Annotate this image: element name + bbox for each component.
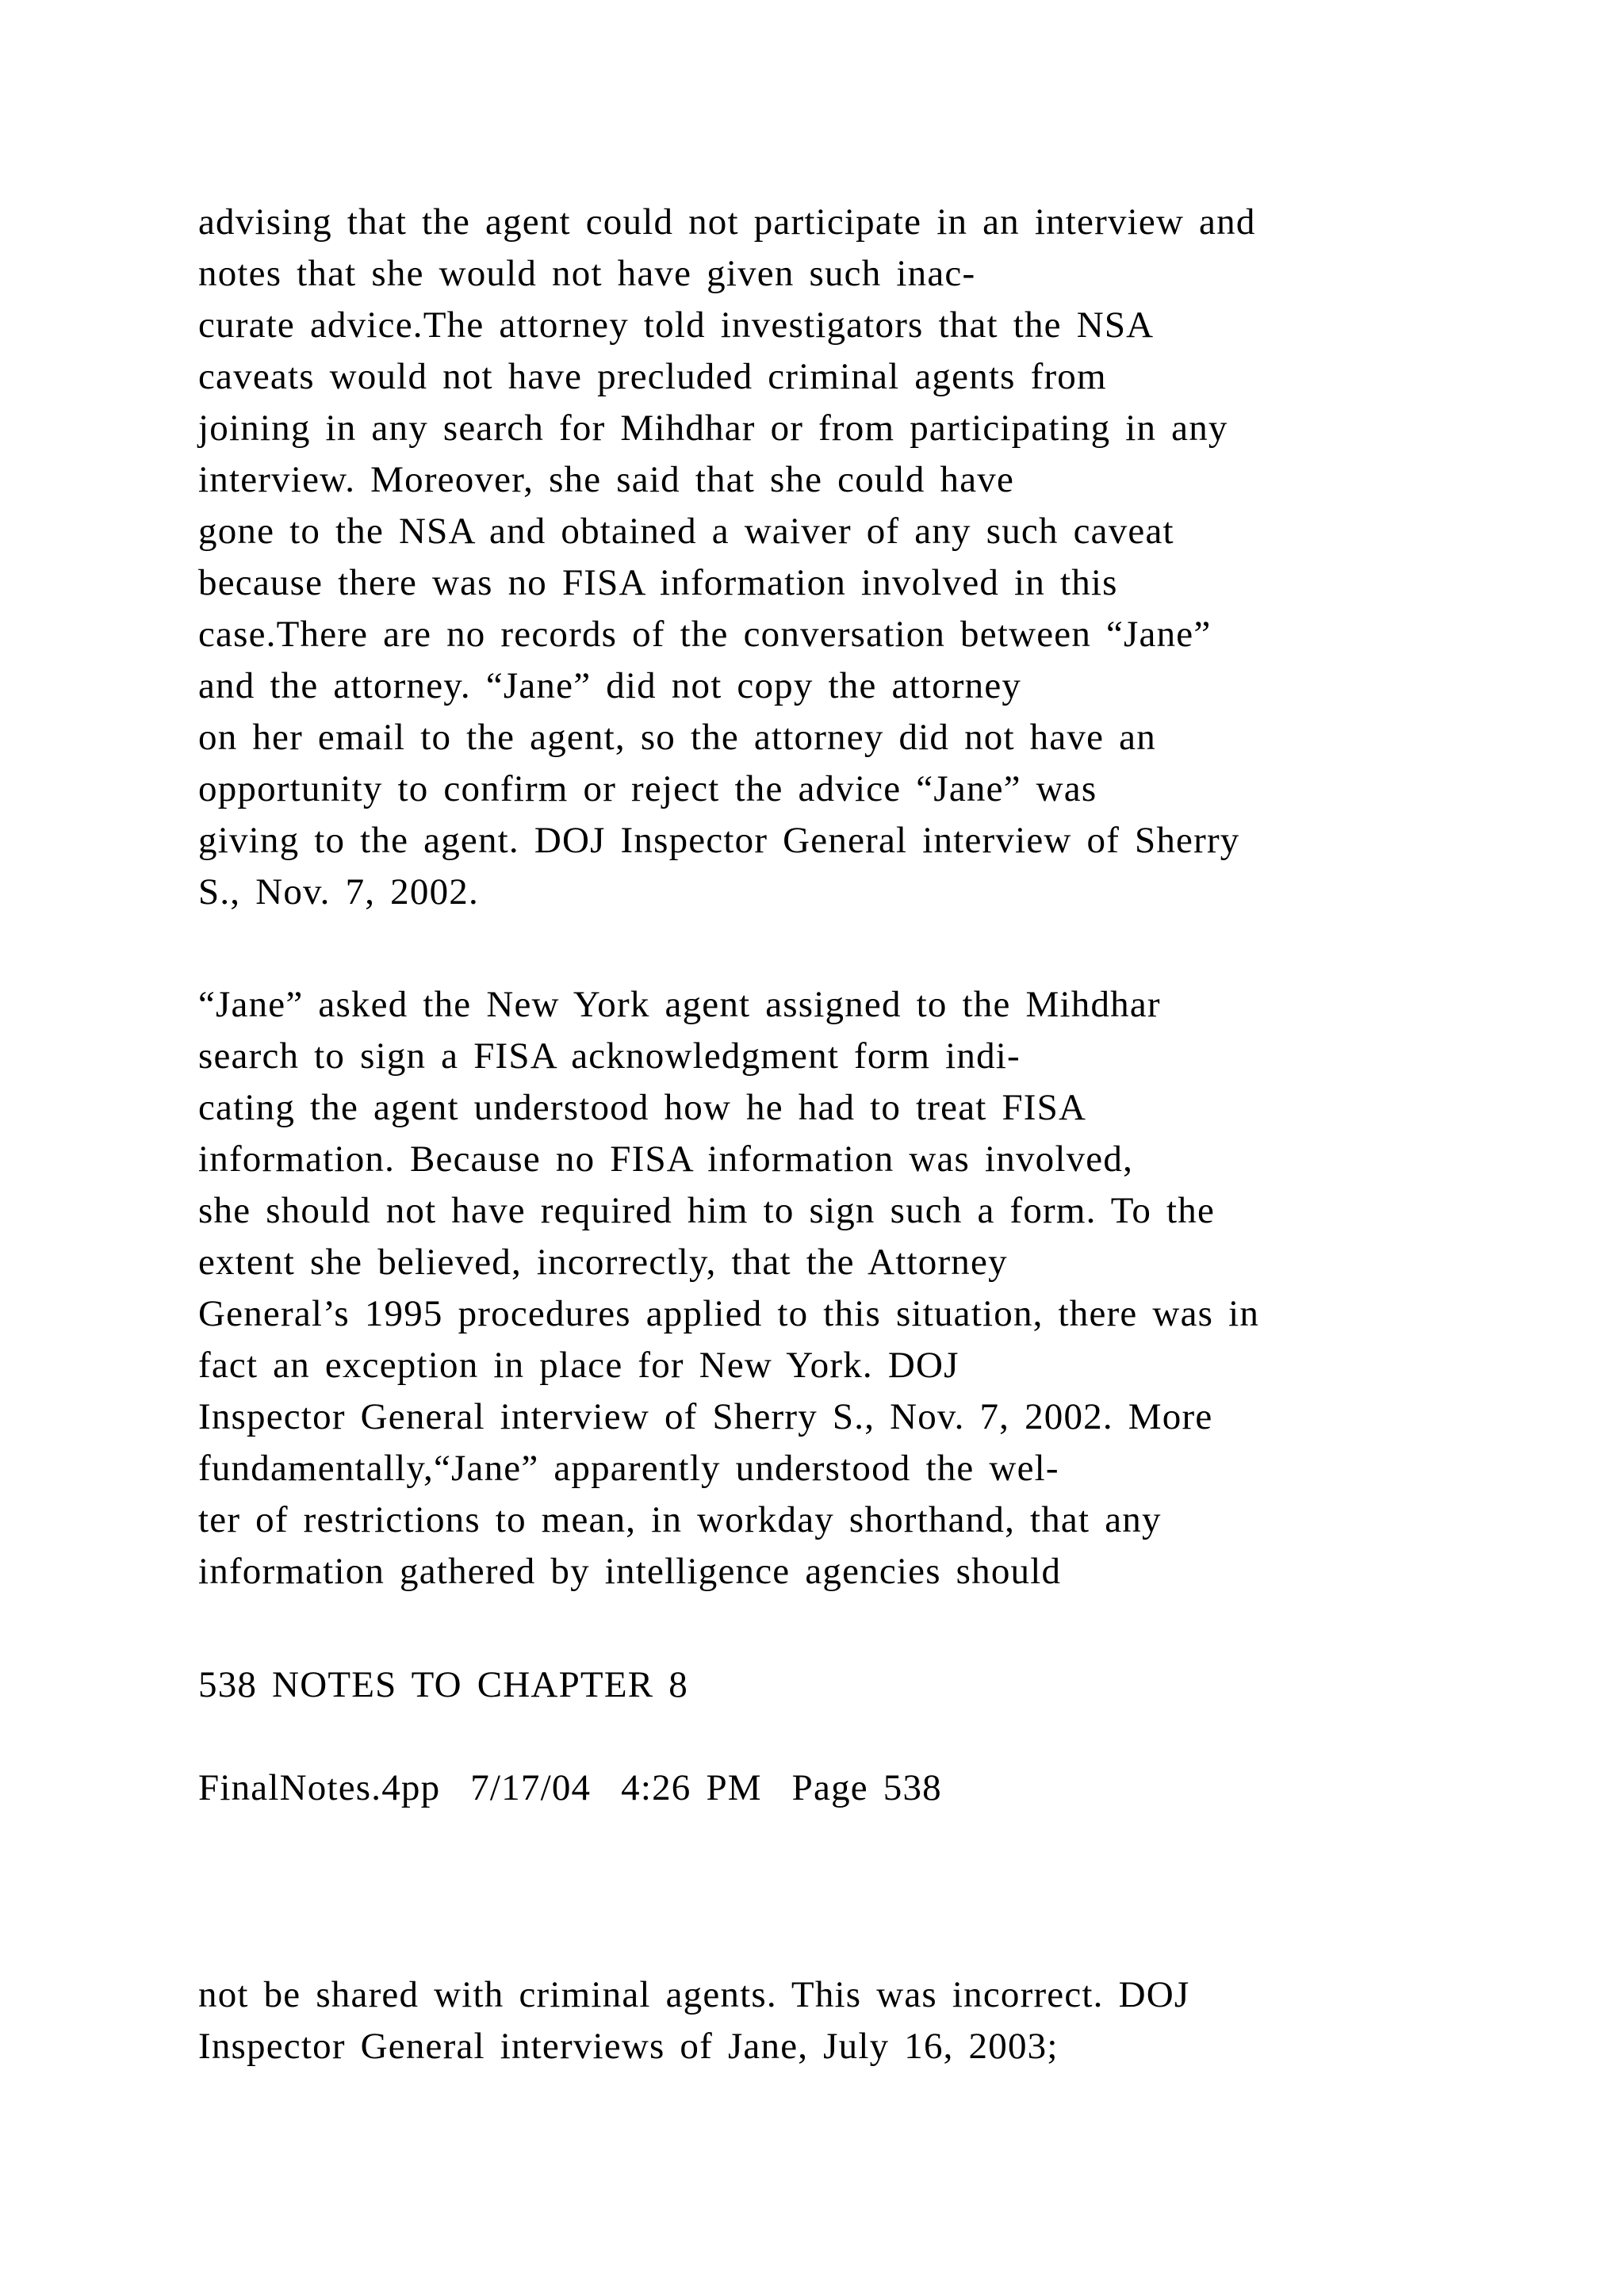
text-line: on her email to the agent, so the attorney did not have an <box>198 717 1156 758</box>
text-line: and the attorney. “Jane” did not copy the attorney <box>198 665 1022 706</box>
page-footer-label <box>198 1659 1562 1711</box>
file-stamp <box>198 1762 1562 1814</box>
text-line: joining in any search for Mihdhar or from participating in any <box>198 408 1228 449</box>
text-line: gone to the NSA and obtained a waiver of any such caveat <box>198 511 1174 552</box>
text-line: ter of restrictions to mean, in workday shorthand, that any <box>198 1499 1162 1540</box>
text-line: Inspector General interview of Sherry S., Nov. 7, 2002. More <box>198 1396 1213 1437</box>
text-line: advising that the agent could not participate in an interview and <box>198 201 1256 243</box>
text-line: interview. Moreover, she said that she could have <box>198 459 1015 500</box>
text-line: “Jane” asked the New York agent assigned to the Mihdhar <box>198 984 1161 1025</box>
text-line: giving to the agent. DOJ Inspector General interview of Sherry <box>198 820 1240 861</box>
text-line: fundamentally,“Jane” apparently understood the wel- <box>198 1448 1059 1489</box>
text-line: opportunity to confirm or reject the advice “Jane” was <box>198 768 1097 809</box>
text-line: not be shared with criminal agents. This was incorrect. DOJ <box>198 1974 1190 2015</box>
paragraph-advising <box>198 197 1562 918</box>
text-line: because there was no FISA information involved in this <box>198 562 1118 603</box>
text-line: fact an exception in place for New York. DOJ <box>198 1345 959 1386</box>
text-line: curate advice.The attorney told investigators that the NSA <box>198 304 1155 346</box>
text-line: cating the agent understood how he had to treat FISA <box>198 1087 1087 1128</box>
paragraph-jane-asked <box>198 979 1562 1598</box>
text-line: caveats would not have precluded criminal agents from <box>198 356 1107 397</box>
file-stamp-text: FinalNotes.4pp 7/17/04 4:26 PM Page 538 <box>198 1767 942 1808</box>
text-line: extent she believed, incorrectly, that the Attorney <box>198 1242 1008 1283</box>
text-line: case.There are no records of the conversation between “Jane” <box>198 614 1212 655</box>
paragraph-not-shared <box>198 1969 1562 2072</box>
text-line: Inspector General interviews of Jane, July 16, 2003; <box>198 2026 1059 2067</box>
text-line: information. Because no FISA information was involved, <box>198 1138 1134 1180</box>
text-line: she should not have required him to sign such a form. To the <box>198 1190 1216 1231</box>
text-line: S., Nov. 7, 2002. <box>198 871 479 913</box>
text-line: information gathered by intelligence agencies should <box>198 1551 1062 1592</box>
text-line: notes that she would not have given such inac- <box>198 253 976 294</box>
text-line: General’s 1995 procedures applied to this situation, there was in <box>198 1293 1260 1334</box>
text-line: search to sign a FISA acknowledgment form indi- <box>198 1035 1021 1077</box>
chapter-notes-label: 538 NOTES TO CHAPTER 8 <box>198 1664 688 1705</box>
